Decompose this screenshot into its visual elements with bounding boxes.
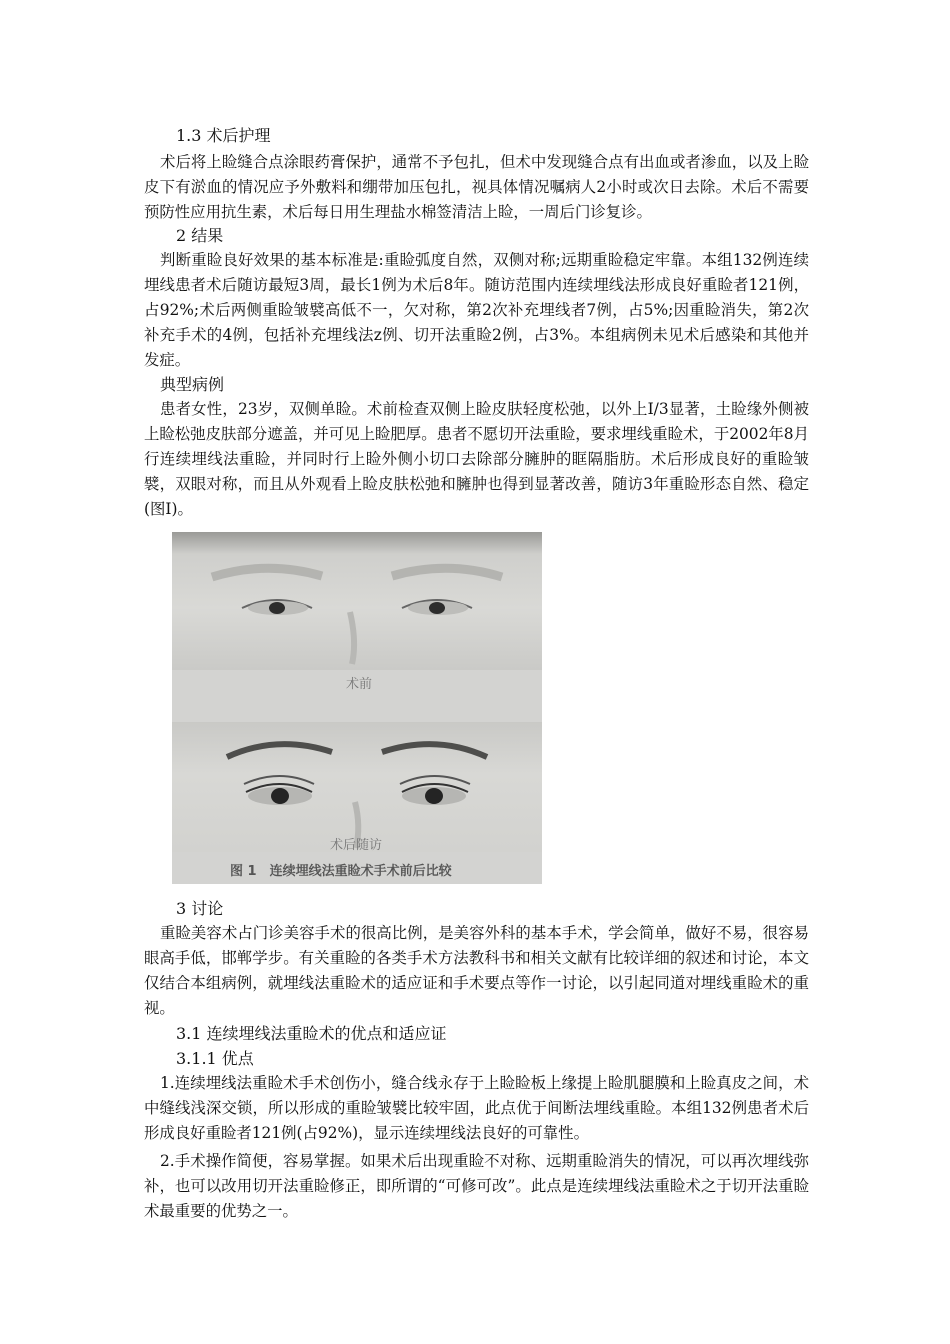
section-heading: 2 结果: [176, 226, 224, 245]
section-heading: 1.3 术后护理: [176, 126, 271, 145]
face-before-illustration: [172, 532, 542, 670]
section-heading: 典型病例: [160, 375, 225, 394]
paragraph: 判断重睑良好效果的基本标准是:重睑弧度自然，双侧对称;远期重睑稳定牢靠。本组132例连续埋线患者术后随访最短3周，最长1例为术后8年。随访范围内连续埋线法形成良好重睑者121例，占92%;术后两侧重睑皱襞高低不一，欠对称，第2次补充埋线者7例，占5%;因重睑消失，第2次补充手术的4例，包括补充埋线法z例、切开法重睑2例，占3%。本组病例未见术后感染和其他并发症。: [144, 251, 809, 369]
section-2: [144, 224, 809, 373]
paragraph: 患者女性，23岁，双侧单睑。术前检查双侧上睑皮肤轻度松弛，以外上I/3显著，土睑缘外侧被上睑松弛皮肤部分遮盖，并可见上睑肥厚。患者不愿切开法重睑，要求埋线重睑术，于2002年8月行连续埋线法重睑，并同时行上睑外侧小切口去除部分臃肿的眶隔脂肪。术后形成良好的重睑皱襞，双眼对称，而且从外观看上睑皮肤松弛和臃肿也得到显著改善，随访3年重睑形态自然、稳定(图I)。: [144, 400, 809, 518]
section-3: [144, 897, 809, 1021]
figure-1: [172, 532, 542, 884]
paragraph: 2.手术操作简便，容易掌握。如果术后出现重睑不对称、远期重睑消失的情况，可以再次埋线弥补，也可以改用切开法重睑修正，即所谓的“可修可改”。此点是连续埋线法重睑术之于切开法重睑术最重要的优势之一。: [144, 1152, 809, 1220]
paragraph: 重睑美容术占门诊美容手术的很高比例，是美容外科的基本手术，学会简单，做好不易，很容易眼高手低，邯郸学步。有关重睑的各类手术方法教科书和相关文献有比较详细的叙述和讨论，本文仅结合本组病例，就埋线法重睑术的适应证和手术要点等作一讨论，以引起同道对埋线重睑术的重视。: [144, 924, 809, 1017]
section-heading: 3 讨论: [176, 899, 224, 918]
photo-before: [172, 532, 542, 670]
section-heading: 3.1 连续埋线法重睑术的优点和适应证: [176, 1024, 447, 1043]
label-after: 术后随访: [330, 838, 383, 853]
figure-caption: 图 1 连续埋线法重睑术手术前后比较: [230, 864, 452, 879]
label-before: 术前: [346, 677, 373, 692]
face-after-illustration: [172, 722, 542, 852]
photo-after: [172, 722, 542, 852]
section-3-1: [144, 1022, 809, 1224]
paragraph: 术后将上睑缝合点涂眼药膏保护，通常不予包扎，但术中发现缝合点有出血或者渗血，以及上睑皮下有淤血的情况应予外敷料和绷带加压包扎，视具体情况嘱病人2小时或次日去除。术后不需要预防性应用抗生素，术后每日用生理盐水棉签清洁上睑，一周后门诊复诊。: [144, 153, 809, 221]
case-section: [144, 373, 809, 522]
section-heading: 3.1.1 优点: [176, 1049, 254, 1068]
section-1-3: [144, 124, 809, 225]
paragraph: 1.连续埋线法重睑术手术创伤小，缝合线永存于上睑睑板上缘提上睑肌腿膜和上睑真皮之间，术中缝线浅深交锁，所以形成的重睑皱襞比较牢固，此点优于间断法埋线重睑。本组132例患者术后形成良好重睑者121例(占92%)，显示连续埋线法良好的可靠性。: [144, 1074, 809, 1142]
